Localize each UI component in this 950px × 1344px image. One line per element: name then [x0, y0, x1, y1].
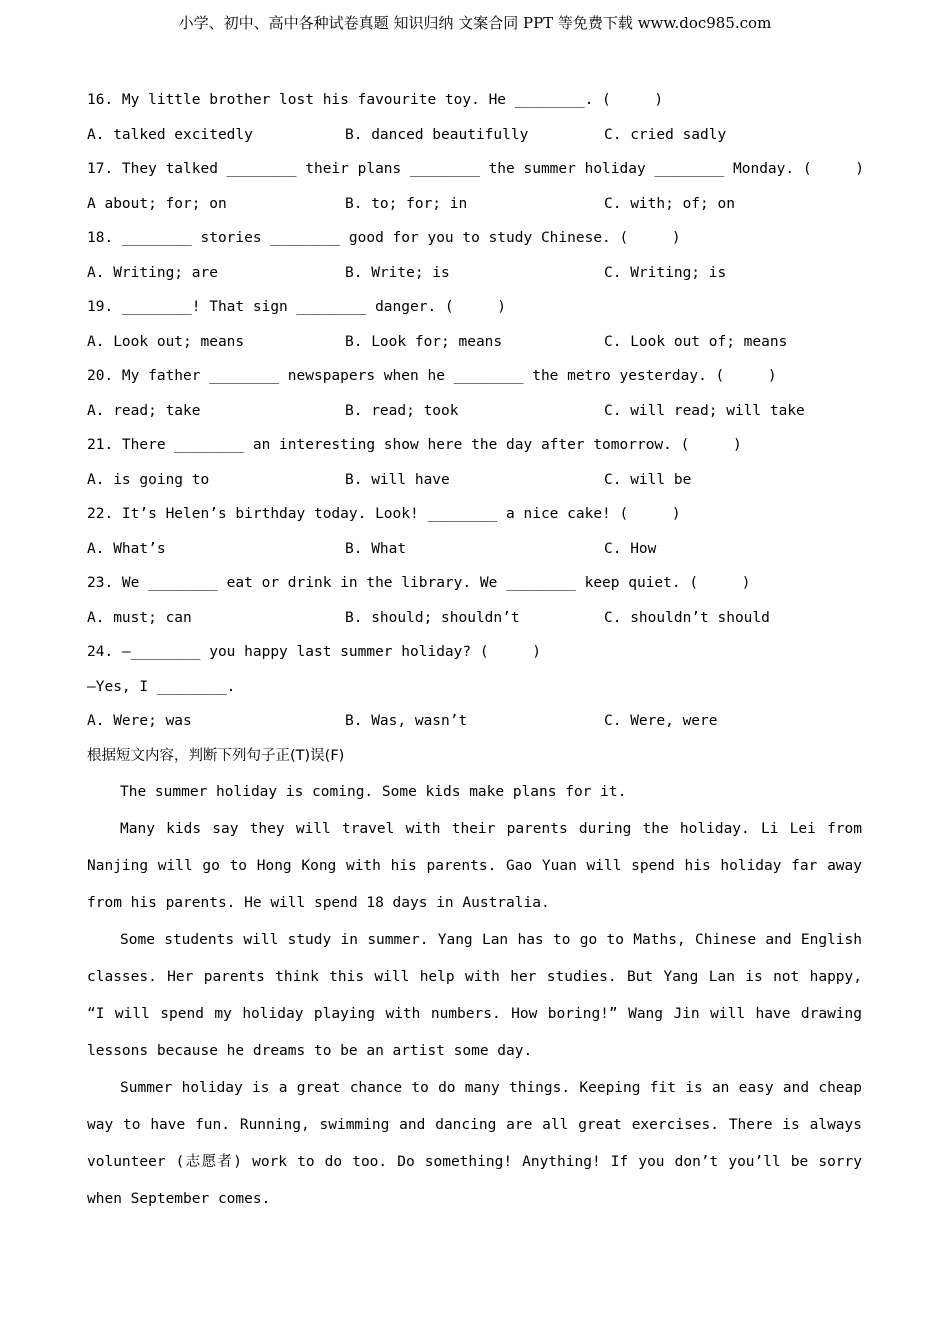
passage-paragraph: Summer holiday is a great chance to do many things. Keeping fit is an easy and cheap way to have fun. Running, swimming and dancing are all great exercises. There is always volunteer (志愿者) work to do too. Do something! Anything! If you don’t you’ll be sorry when September comes. [87, 1080, 862, 1207]
options-23 [87, 606, 862, 641]
option-a: A. must; can [87, 609, 192, 626]
passage-paragraph: Many kids say they will travel with their parents during the holiday. Li Lei from Nanjing will go to Hong Kong with his parents. Gao Yuan will spend his holiday far away from his parents. He will spend 18 days in Australia. [87, 821, 862, 911]
option-c: C. will be [604, 471, 692, 488]
worksheet [87, 88, 862, 1218]
option-a: A. Writing; are [87, 264, 218, 281]
options-22 [87, 537, 862, 572]
option-b: B. What [345, 540, 407, 557]
options-21 [87, 468, 862, 503]
passage-paragraph: Some students will study in summer. Yang Lan has to go to Maths, Chinese and English classes. Her parents think this will help with her studies. But Yang Lan is not happy, “I will spend my holiday playing with numbers. How boring!” Wang Jin will have drawing lessons because he dreams to be an artist some day. [87, 932, 862, 1059]
option-c: C. How [604, 540, 657, 557]
question-23: 23. We ________ eat or drink in the library. We ________ keep quiet. ( ) [87, 575, 751, 591]
question-21: 21. There ________ an interesting show here the day after tomorrow. ( ) [87, 437, 742, 453]
question-18: 18. ________ stories ________ good for you to study Chinese. ( ) [87, 230, 681, 246]
option-a: A about; for; on [87, 195, 227, 212]
option-b: B. Write; is [345, 264, 450, 281]
question-24: 24. —________ you happy last summer holiday? ( ) [87, 644, 541, 660]
option-a: A. What’s [87, 540, 166, 557]
options-20 [87, 399, 862, 434]
question-20: 20. My father ________ newspapers when he ________ the metro yesterday. ( ) [87, 368, 777, 384]
options-16 [87, 123, 862, 158]
option-a: A. talked excitedly [87, 126, 253, 143]
page-header: 小学、初中、高中各种试卷真题 知识归纳 文案合同 PPT 等免费下载 www.doc985.com [178, 14, 772, 32]
option-b: B. should; shouldn’t [345, 609, 520, 626]
option-c: C. Were, were [604, 713, 718, 729]
question-19: 19. ________! That sign ________ danger. ( ) [87, 299, 507, 315]
section-instruction: 根据短文内容，判断下列句子正(T)误(F) [87, 747, 345, 764]
option-b: B. Look for; means [345, 333, 503, 350]
option-a: A. is going to [87, 471, 210, 488]
options-19 [87, 330, 862, 365]
option-c: C. will read; will take [604, 402, 805, 419]
option-b: B. danced beautifully [345, 126, 529, 143]
option-c: C. Look out of; means [604, 333, 788, 350]
question-16: 16. My little brother lost his favourite toy. He ________. ( ) [87, 92, 664, 108]
option-b: B. Was, wasn’t [345, 713, 468, 729]
option-a: A. Look out; means [87, 333, 245, 350]
option-c: C. Writing; is [604, 264, 727, 281]
option-b: B. will have [345, 471, 450, 488]
options-24 [87, 709, 862, 744]
options-17 [87, 192, 862, 227]
question-22: 22. It’s Helen’s birthday today. Look! ________ a nice cake! ( ) [87, 506, 681, 522]
question-17: 17. They talked ________ their plans ________ the summer holiday ________ Monday. ( ) [87, 161, 864, 177]
passage-paragraph: The summer holiday is coming. Some kids make plans for it. [120, 784, 627, 800]
option-c: C. shouldn’t should [604, 609, 770, 626]
option-c: C. cried sadly [604, 126, 727, 143]
reading-passage [87, 774, 862, 1218]
option-b: B. to; for; in [345, 195, 468, 212]
options-18 [87, 261, 862, 296]
option-c: C. with; of; on [604, 195, 735, 212]
option-a: A. read; take [87, 402, 201, 419]
option-b: B. read; took [345, 402, 459, 419]
question-24-response: —Yes, I ________. [87, 678, 236, 695]
option-a: A. Were; was [87, 713, 192, 729]
